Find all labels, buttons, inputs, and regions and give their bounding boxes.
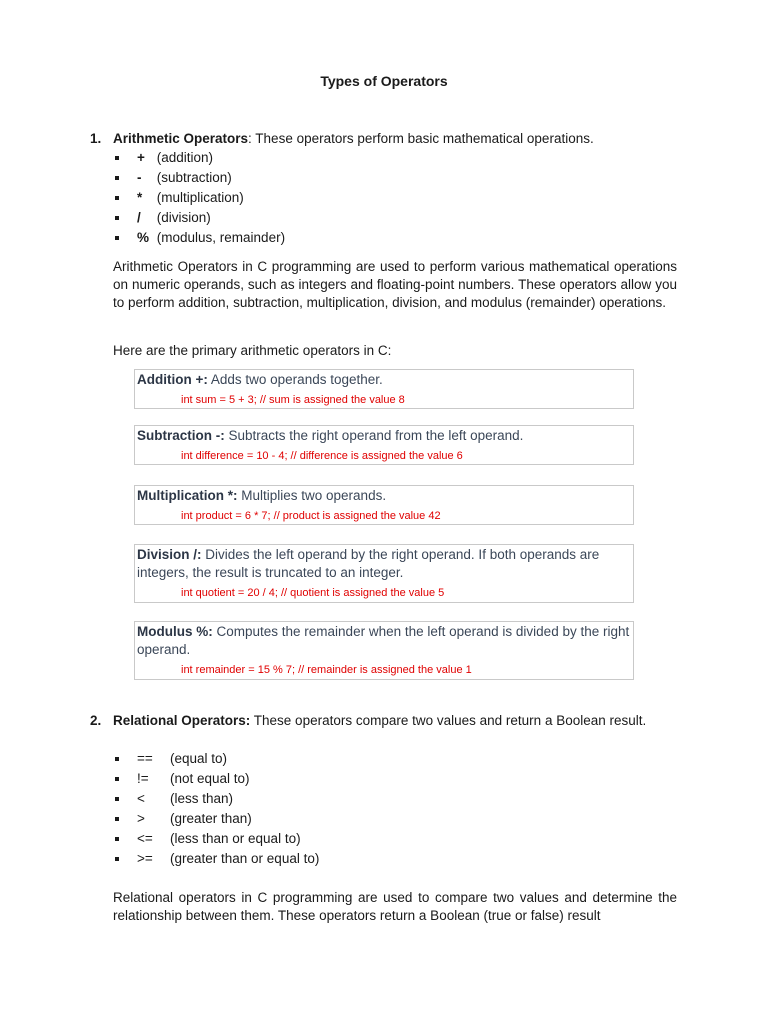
operator-box-addition: Addition +: Adds two operands together. int sum = 5 + 3; // sum is assigned the value 8 — [134, 369, 634, 409]
section-number: 2. — [90, 713, 102, 728]
code-example: int remainder = 15 % 7; // remainder is assigned the value 1 — [181, 664, 472, 676]
section-heading: Relational Operators: — [113, 713, 251, 728]
page-title: Types of Operators — [320, 73, 448, 89]
section-arithmetic-heading — [90, 130, 680, 148]
relational-operator-list — [113, 750, 319, 870]
list-item: < (less than) — [113, 790, 319, 810]
list-item: >= (greater than or equal to) — [113, 850, 319, 870]
list-item: != (not equal to) — [113, 770, 319, 790]
list-item: > (greater than) — [113, 810, 319, 830]
code-example: int difference = 10 - 4; // difference is assigned the value 6 — [181, 450, 463, 462]
code-example: int sum = 5 + 3; // sum is assigned the value 8 — [181, 394, 405, 406]
section-intro: : These operators perform basic mathematical operations. — [248, 131, 594, 146]
list-item: - (subtraction) — [113, 169, 285, 189]
list-item: * (multiplication) — [113, 189, 285, 209]
arithmetic-paragraph: Arithmetic Operators in C programming are used to perform various mathematical operations on numeric operands, such as integers and floating-point numbers. These operators allow you to perform addition, subtraction, multiplication, division, and modulus (remainder) operations. — [113, 259, 677, 310]
section-relational-heading — [90, 712, 680, 730]
section-heading: Arithmetic Operators — [113, 131, 249, 146]
list-item: + (addition) — [113, 149, 285, 169]
operator-box-modulus: Modulus %: Computes the remainder when the left operand is divided by the right operand. int remainder = 15 % 7; // remainder is assigned the value 1 — [134, 621, 634, 680]
code-example: int product = 6 * 7; // product is assigned the value 42 — [181, 510, 441, 522]
operator-box-division: Division /: Divides the left operand by the right operand. If both operands are integers, the result is truncated to an integer. int quotient = 20 / 4; // quotient is assigned the value 5 — [134, 544, 634, 603]
relational-paragraph: Relational operators in C programming are used to compare two values and determine the relationship between them. These operators return a Boolean (true or false) result — [113, 890, 677, 923]
operator-box-subtraction: Subtraction -: Subtracts the right operand from the left operand. int difference = 10 - 4; // difference is assigned the value 6 — [134, 425, 634, 465]
section-number: 1. — [90, 131, 102, 146]
list-item: <= (less than or equal to) — [113, 830, 319, 850]
list-item: == (equal to) — [113, 750, 319, 770]
list-item: / (division) — [113, 209, 285, 229]
section-intro: These operators compare two values and return a Boolean result. — [250, 713, 647, 728]
arithmetic-operator-list — [113, 149, 285, 249]
operator-box-multiplication: Multiplication *: Multiplies two operands. int product = 6 * 7; // product is assigned the value 42 — [134, 485, 634, 525]
list-item: % (modulus, remainder) — [113, 229, 285, 249]
arithmetic-lead: Here are the primary arithmetic operators in C: — [113, 343, 392, 358]
code-example: int quotient = 20 / 4; // quotient is assigned the value 5 — [181, 587, 445, 599]
